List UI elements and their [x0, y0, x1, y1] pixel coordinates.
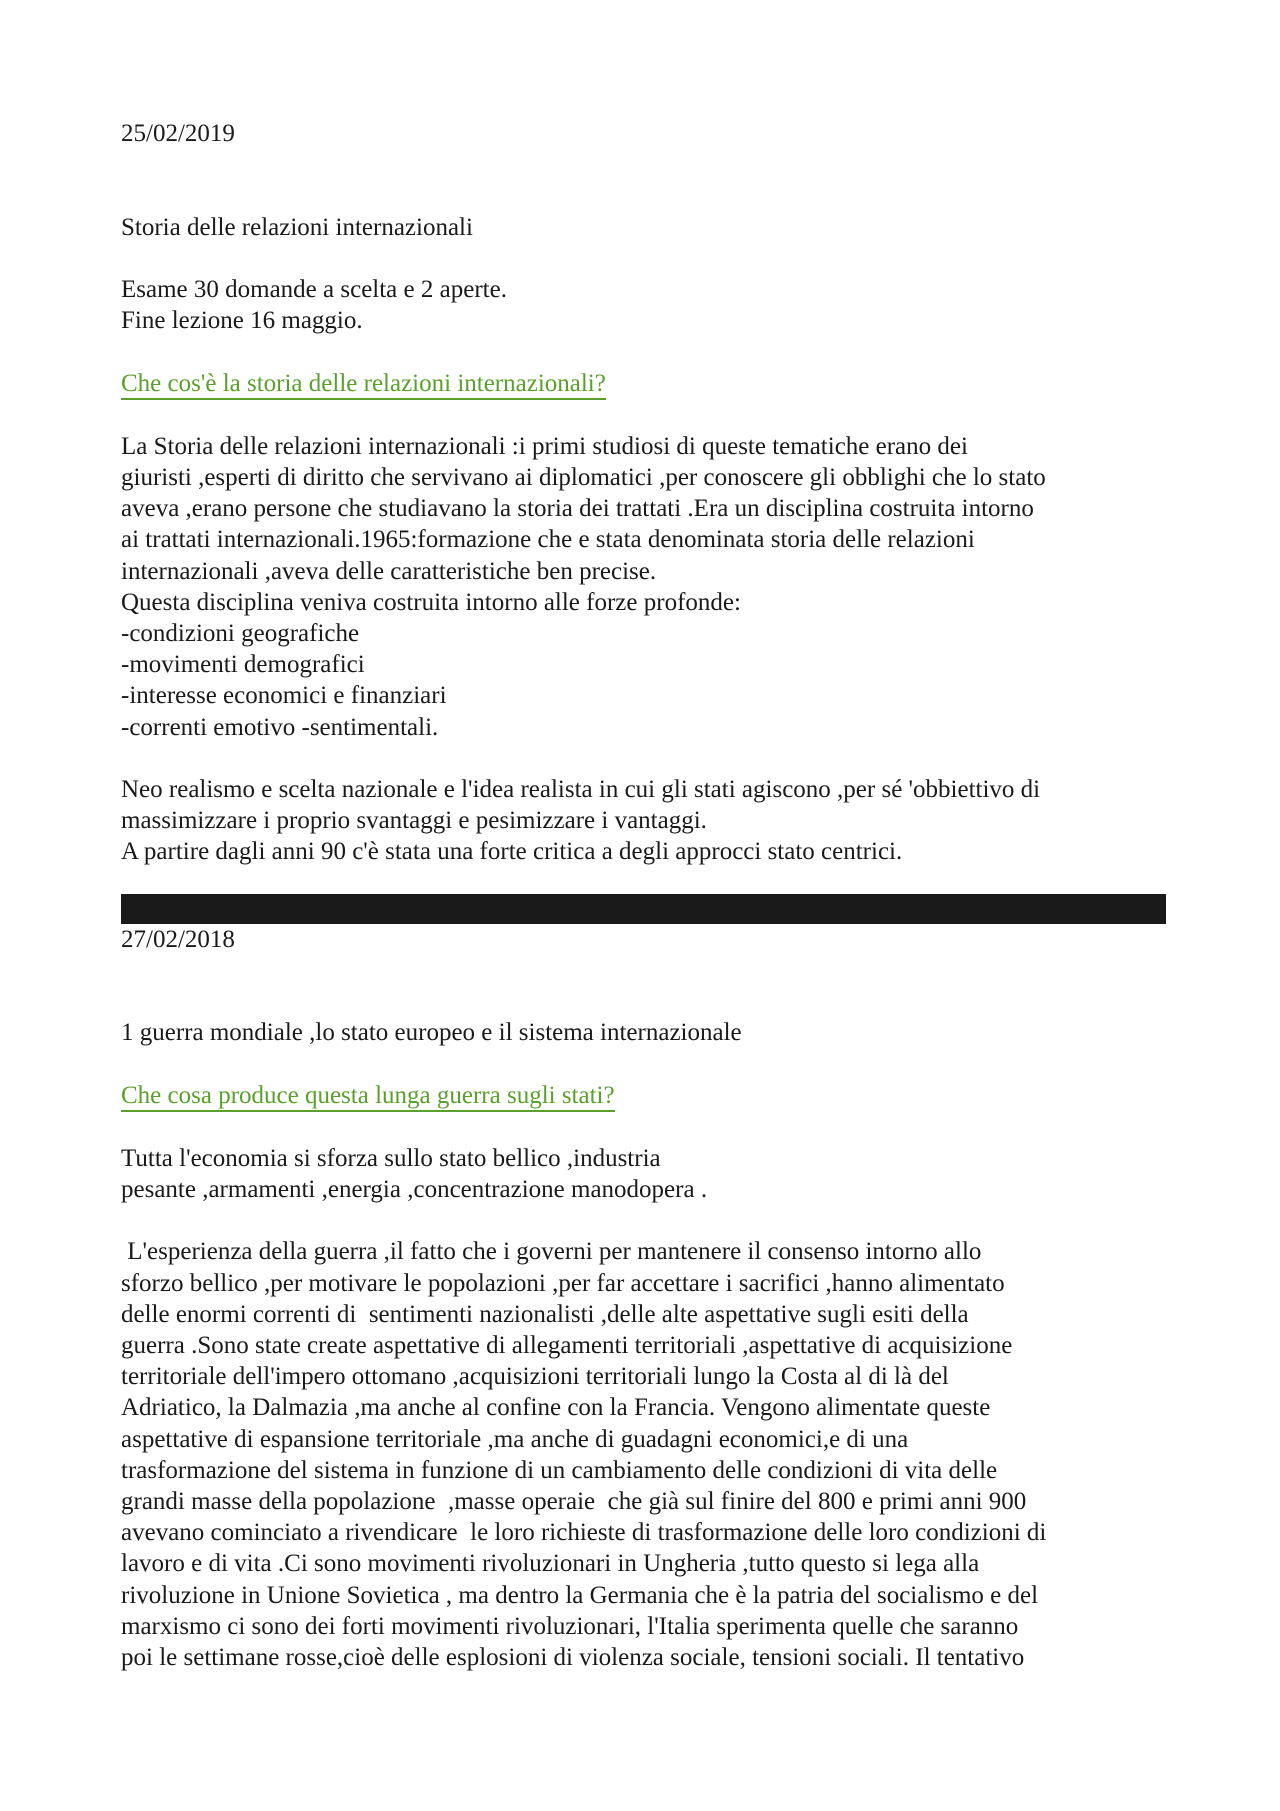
text-line: internazionali ,aveva delle caratteristiche ben precise.: [121, 557, 657, 585]
text-line: trasformazione del sistema in funzione di un cambiamento delle condizioni di vita delle: [121, 1456, 998, 1484]
text-line: L'esperienza della guerra ,il fatto che i governi per mantenere il consenso intorno allo: [121, 1238, 982, 1266]
section-1-paragraph-1: [121, 431, 1166, 743]
exam-line: Fine lezione 16 maggio.: [121, 307, 363, 335]
text-line: poi le settimane rosse,cioè delle esplosioni di violenza sociale, tensioni sociali. Il tentativo: [121, 1643, 1025, 1671]
text-line: sforzo bellico ,per motivare le popolazioni ,per far accettare i sacrifici ,hanno alimentato: [121, 1269, 1005, 1297]
section-1-question-heading: Che cos'è la storia delle relazioni internazionali?: [121, 370, 606, 400]
text-line: massimizzare i proprio svantaggi e pesimizzare i vantaggi.: [121, 807, 707, 835]
text-line: lavoro e di vita .Ci sono movimenti rivoluzionari in Ungheria ,tutto questo si lega alla: [121, 1550, 980, 1578]
text-line: ai trattati internazionali.1965:formazione che e stata denominata storia delle relazioni: [121, 526, 975, 554]
list-item: -movimenti demografici: [121, 651, 365, 679]
section-divider: [121, 894, 1166, 924]
text-line: Tutta l'economia si sforza sullo stato bellico ,industria: [121, 1144, 661, 1172]
section-2-question-heading: Che cosa produce questa lunga guerra sugli stati?: [121, 1082, 615, 1112]
section-1-paragraph-2: [121, 774, 1166, 868]
text-line: Questa disciplina veniva costruita intorno alle forze profonde:: [121, 588, 741, 616]
date-section-1: 25/02/2019: [121, 120, 235, 147]
list-item: -interesse economici e finanziari: [121, 682, 447, 710]
text-line: marxismo ci sono dei forti movimenti rivoluzionari, l'Italia sperimenta quelle che saranno: [121, 1612, 1019, 1640]
text-line: pesante ,armamenti ,energia ,concentrazione manodopera .: [121, 1175, 708, 1203]
text-line: guerra .Sono state create aspettative di allegamenti territoriali ,aspettative di acquisizione: [121, 1331, 1013, 1359]
text-line: aspettative di espansione territoriale ,ma anche di guadagni economici,e di una: [121, 1425, 909, 1453]
text-line: rivoluzione in Unione Sovietica , ma dentro la Germania che è la patria del socialismo e del: [121, 1581, 1039, 1609]
section-1-title: Storia delle relazioni internazionali: [121, 213, 473, 241]
text-line: aveva ,erano persone che studiavano la storia dei trattati .Era un disciplina costruita intorno: [121, 495, 1034, 523]
section-2-paragraph-1: [121, 1143, 1166, 1205]
document-page: [121, 118, 1166, 1673]
list-item: -correnti emotivo -sentimentali.: [121, 713, 439, 741]
text-line: La Storia delle relazioni internazionali :i primi studiosi di queste tematiche erano dei: [121, 432, 968, 460]
date-section-2: 27/02/2018: [121, 925, 235, 953]
text-line: territoriale dell'impero ottomano ,acquisizioni territoriali lungo la Costa al di là del: [121, 1363, 949, 1391]
text-line: giuristi ,esperti di diritto che servivano ai diplomatici ,per conoscere gli obblighi che lo stato: [121, 463, 1046, 491]
text-line: delle enormi correnti di sentimenti nazionalisti ,delle alte aspettative sugli esiti della: [121, 1300, 969, 1328]
text-line: avevano cominciato a rivendicare le loro richieste di trasformazione delle loro condizioni di: [121, 1519, 1047, 1547]
text-line: grandi masse della popolazione ,masse operaie che già sul finire del 800 e primi anni 900: [121, 1487, 1027, 1515]
list-item: -condizioni geografiche: [121, 619, 360, 647]
text-line: Adriatico, la Dalmazia ,ma anche al confine con la Francia. Vengono alimentate queste: [121, 1394, 991, 1422]
text-line: Neo realismo e scelta nazionale e l'idea realista in cui gli stati agiscono ,per sé 'obbiettivo di: [121, 775, 1041, 803]
section-2-title: 1 guerra mondiale ,lo stato europeo e il sistema internazionale: [121, 1019, 742, 1047]
exam-line: Esame 30 domande a scelta e 2 aperte.: [121, 275, 507, 303]
section-2-paragraph-2: [121, 1236, 1166, 1673]
text-line: A partire dagli anni 90 c'è stata una forte critica a degli approcci stato centrici.: [121, 838, 903, 866]
